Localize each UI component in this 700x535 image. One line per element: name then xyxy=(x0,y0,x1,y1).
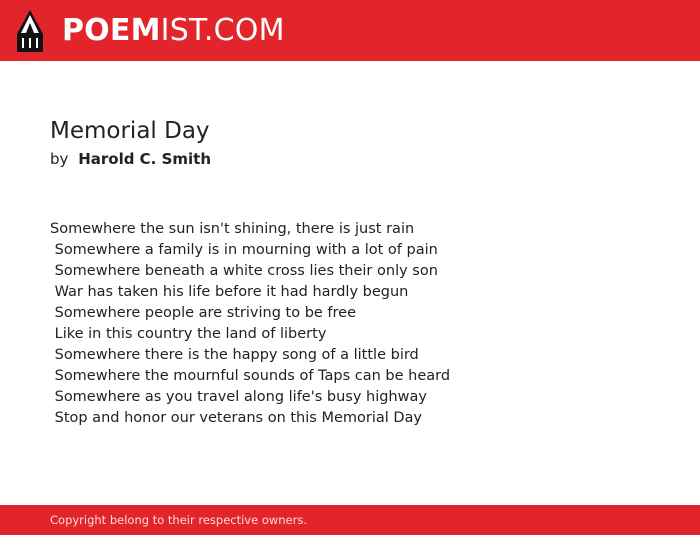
poem-line: Somewhere as you travel along life's busy highway xyxy=(50,389,427,405)
by-label: by xyxy=(50,150,69,168)
poem-line: Somewhere the mournful sounds of Taps can be heard xyxy=(50,368,451,384)
author-name: Harold C. Smith xyxy=(78,150,212,168)
site-footer xyxy=(0,505,700,535)
poem-line: Somewhere beneath a white cross lies their only son xyxy=(50,263,438,279)
poem-line: War has taken his life before it had hardly begun xyxy=(50,284,409,300)
poem-line: Somewhere the sun isn't shining, there is just rain xyxy=(50,221,415,237)
poem-title: Memorial Day xyxy=(50,118,210,144)
poem-line: Stop and honor our veterans on this Memorial Day xyxy=(50,410,423,426)
logo-light-text: IST.COM xyxy=(160,13,285,48)
poem-body xyxy=(50,219,450,429)
poem-line: Somewhere there is the happy song of a little bird xyxy=(50,347,419,363)
logo-bold-text: POEM xyxy=(62,13,161,48)
site-logo[interactable] xyxy=(62,12,285,50)
poem-line: Like in this country the land of liberty xyxy=(50,326,327,342)
poem-line: Somewhere a family is in mourning with a lot of pain xyxy=(50,242,438,258)
poem-line: Somewhere people are striving to be free xyxy=(50,305,357,321)
byline xyxy=(50,148,211,170)
copyright-text: Copyright belong to their respective owners. xyxy=(50,513,308,527)
pencil-icon[interactable] xyxy=(17,10,43,52)
site-header xyxy=(0,0,700,61)
